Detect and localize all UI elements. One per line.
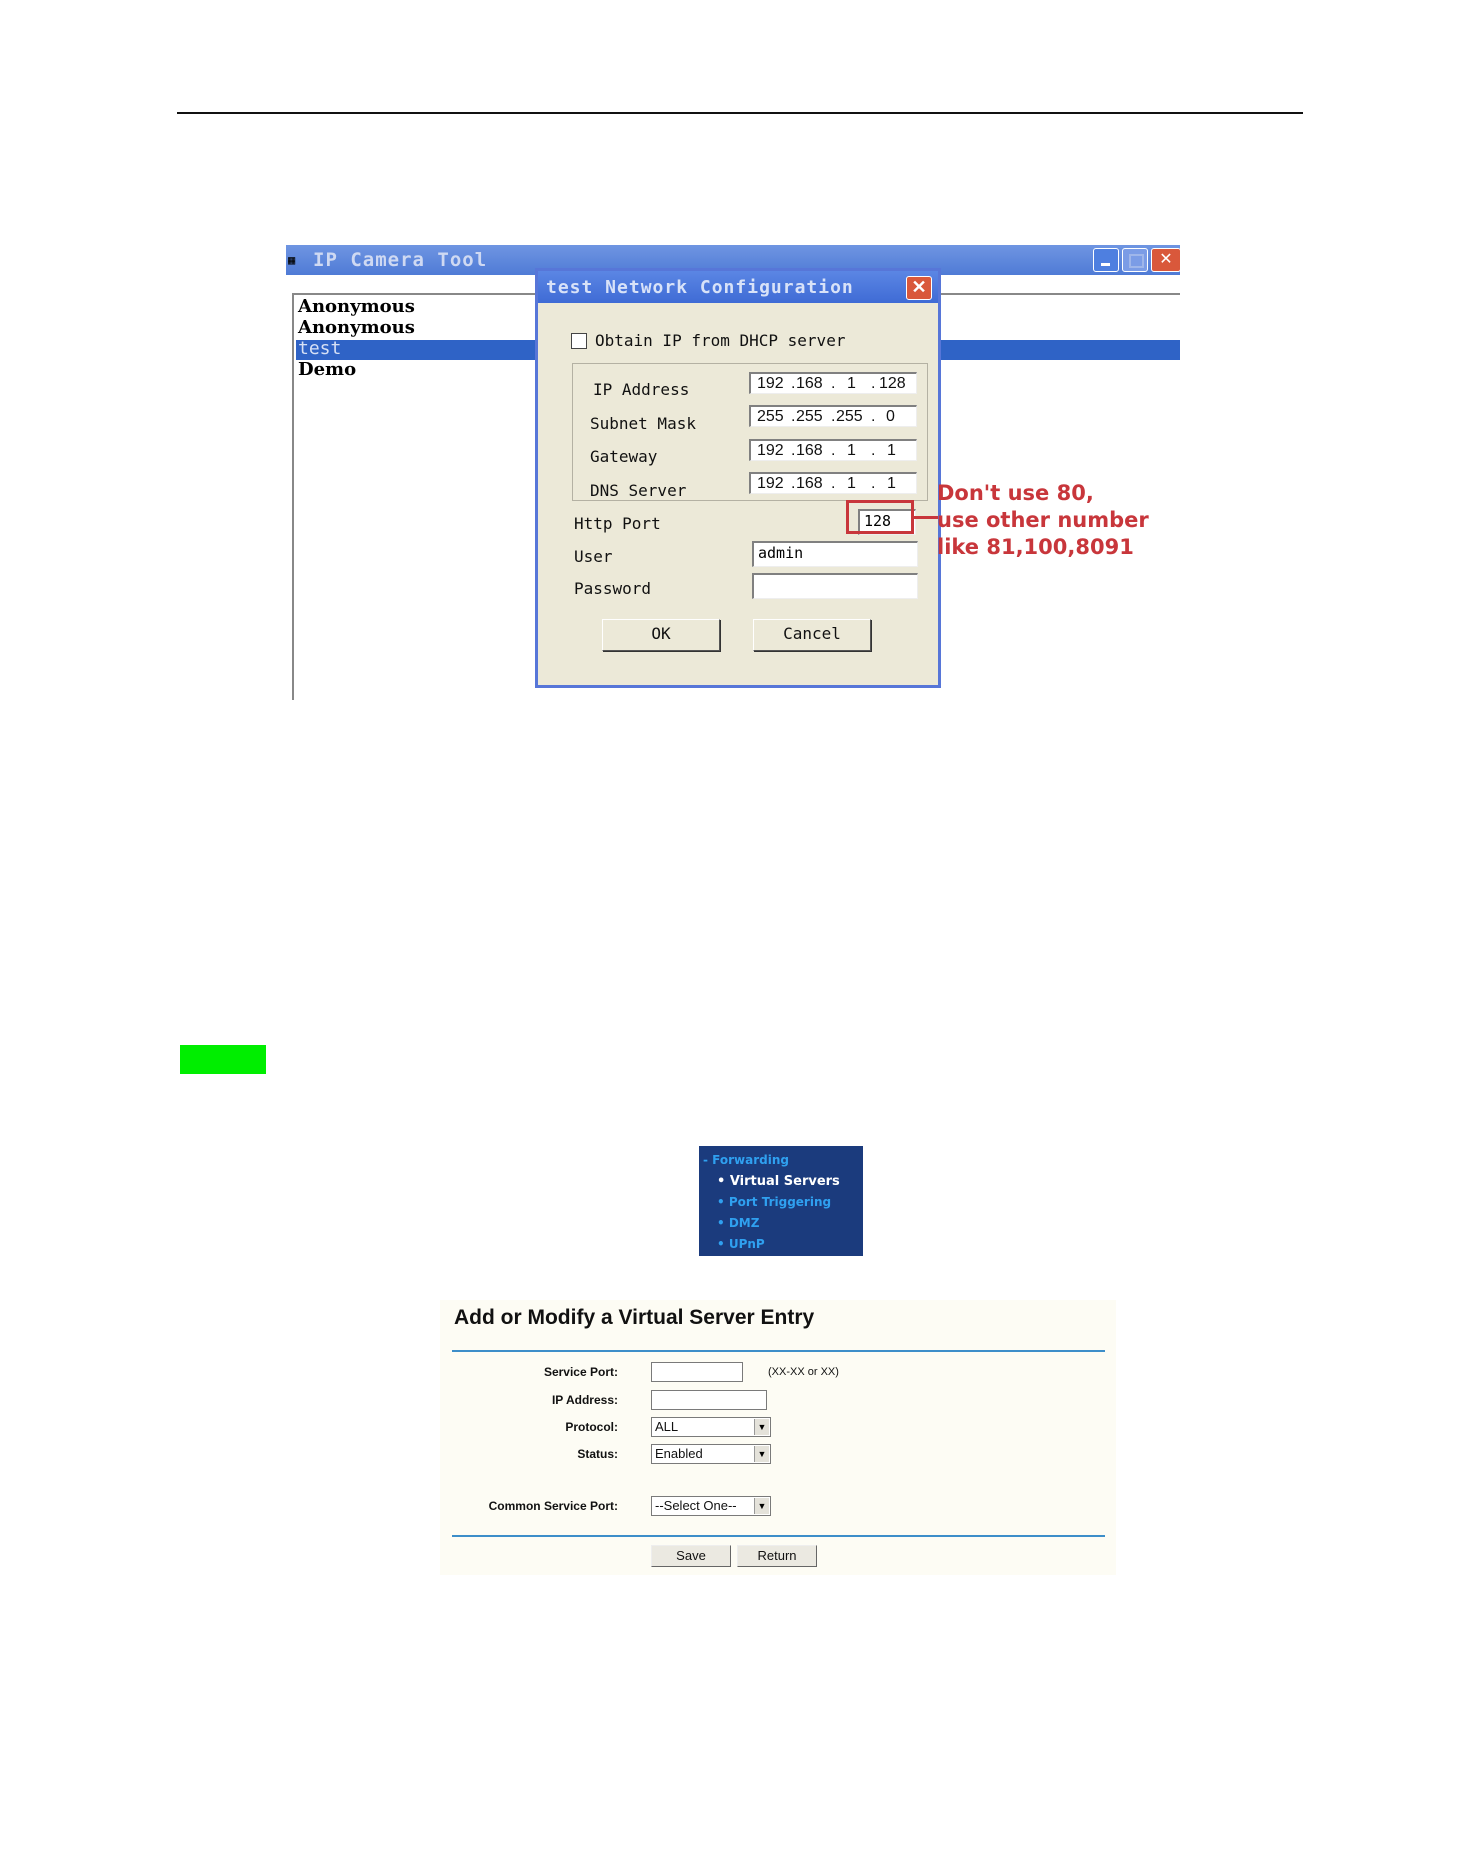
ip-octet: 168 [796,375,823,392]
virtual-server-form [440,1300,1116,1575]
ip-octet: 1 [847,475,856,492]
ip-address-input[interactable] [651,1390,767,1410]
ip-octet: 1 [847,375,856,392]
status-value: Enabled [655,1446,703,1461]
ip-octet: 192 [757,375,784,392]
camera-tool-icon: ▦ [288,253,296,267]
annotation-line-3: like 81,100,8091 [937,535,1134,559]
dialog-close-icon[interactable]: ✕ [906,276,932,300]
cancel-button[interactable]: Cancel [753,619,871,651]
user-field[interactable]: admin [752,541,918,567]
device-list-item[interactable]: Anonymous [298,317,415,338]
gateway-label: Gateway [590,447,658,466]
network-config-dialog [535,268,941,688]
user-label: User [574,547,613,566]
service-port-label: Service Port: [543,1365,618,1379]
menu-item-upnp[interactable]: • UPnP [717,1237,765,1251]
form-top-divider [452,1350,1105,1352]
ip-octet: 1 [887,442,896,459]
menu-item-port-triggering[interactable]: • Port Triggering [717,1195,832,1209]
annotation-line-1: Don't use 80, [937,481,1094,505]
password-label: Password [574,579,652,598]
ip-octet: 255 [836,408,863,425]
minimize-button[interactable] [1093,248,1119,272]
ip-octet: 255 [757,408,784,425]
ip-octet: 192 [757,442,784,459]
ok-button[interactable]: OK [602,619,720,651]
service-port-input[interactable] [651,1362,743,1382]
service-port-hint: (XX-XX or XX) [768,1366,839,1378]
save-button[interactable]: Save [651,1545,731,1567]
protocol-value: ALL [655,1419,679,1434]
dialog-title: test Network Configuration [546,277,854,298]
gateway-field[interactable]: 192 . 168 . 1 . 1 [749,439,917,461]
device-list-item[interactable]: Demo [298,359,357,380]
password-field[interactable] [752,573,918,599]
dns-server-field[interactable]: 192 . 168 . 1 . 1 [749,472,917,494]
window-title: IP Camera Tool [313,249,488,271]
annotation-connector [914,516,938,519]
http-port-label: Http Port [574,514,661,533]
ip-camera-tool-window [286,245,1180,705]
window-close-button[interactable]: ✕ [1151,248,1180,272]
annotation-line-2: use other number [937,508,1149,532]
http-port-highlight-box [846,500,914,534]
form-title: Add or Modify a Virtual Server Entry [454,1306,815,1329]
device-list-item-selected[interactable]: test [298,338,342,359]
header-rule [177,112,1303,114]
subnet-mask-label: Subnet Mask [590,414,696,433]
return-button[interactable]: Return [737,1545,817,1567]
dropdown-arrow-icon: ▼ [754,1446,769,1462]
protocol-label: Protocol: [565,1420,618,1434]
ip-octet: 1 [847,442,856,459]
ip-address-label: IP Address [593,380,690,399]
green-highlight-marker [180,1045,266,1074]
ip-octet: 128 [879,375,906,392]
ip-octet: 168 [796,442,823,459]
ip-address-label: IP Address: [551,1393,618,1407]
ip-address-field[interactable]: 192 . 168 . 1 . 128 [749,372,917,394]
status-select[interactable] [651,1444,771,1464]
ip-octet: 0 [886,408,895,425]
common-service-port-select[interactable] [651,1496,771,1516]
common-service-port-label: Common Service Port: [488,1499,618,1513]
menu-item-dmz[interactable]: • DMZ [717,1216,760,1230]
device-list-item[interactable]: Anonymous [298,296,415,317]
menu-item-virtual-servers[interactable]: • Virtual Servers [717,1174,840,1189]
protocol-select[interactable] [651,1417,771,1437]
http-port-field[interactable]: 128 [858,509,916,535]
ip-octet: 192 [757,475,784,492]
dialog-titlebar [538,271,938,303]
dropdown-arrow-icon: ▼ [754,1498,769,1514]
dropdown-arrow-icon: ▼ [754,1419,769,1435]
forwarding-menu [699,1146,863,1256]
menu-header-forwarding[interactable]: - Forwarding [703,1153,789,1167]
form-bottom-divider [452,1535,1105,1537]
status-label: Status: [577,1447,618,1461]
ip-octet: 255 [796,408,823,425]
ip-octet: 168 [796,475,823,492]
subnet-mask-field[interactable]: 255 . 255 . 255 . 0 [749,405,917,427]
dhcp-checkbox[interactable] [571,333,587,349]
dhcp-label: Obtain IP from DHCP server [595,331,846,350]
ip-octet: 1 [887,475,896,492]
maximize-button[interactable] [1122,248,1148,272]
common-service-port-value: --Select One-- [655,1498,737,1513]
ip-settings-group [572,363,928,501]
dns-server-label: DNS Server [590,481,687,500]
